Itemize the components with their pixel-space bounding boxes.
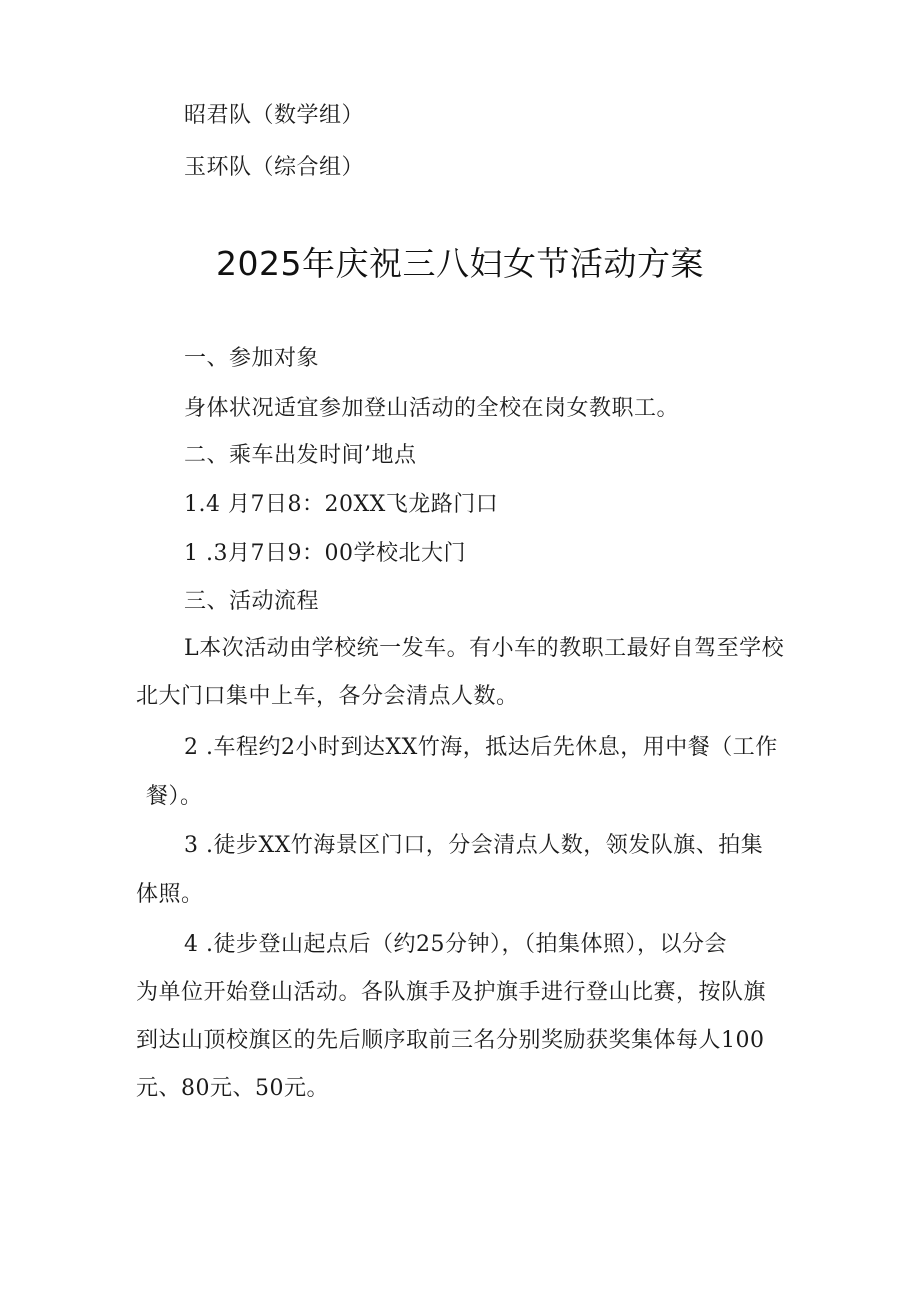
document-title: 2025年庆祝三八妇女节活动方案 [216, 244, 704, 283]
team-zhaojun: 昭君队（数学组） [184, 103, 365, 128]
section-2-item-1: 1.4 月7日8：20XX飞龙路门口 [184, 492, 499, 517]
section-2-item-2: 1 .3月7日9：00学校北大门 [184, 541, 466, 566]
section-1-heading: 一、参加对象 [184, 346, 320, 371]
paragraph-1-line-1: L本次活动由学校统一发车。有小车的教职工最好自驾至学校 [184, 636, 785, 661]
section-2-heading: 二、乘车出发时间’地点 [184, 443, 417, 468]
paragraph-2-line-1: 2 .车程约2小时到达XX竹海，抵达后先休息，用中餐（工作 [184, 735, 778, 760]
paragraph-3-line-2: 体照。 [136, 882, 204, 907]
paragraph-4-line-4: 元、80元、50元。 [136, 1076, 329, 1101]
section-3-heading: 三、活动流程 [184, 589, 320, 614]
paragraph-1-line-2: 北大门口集中上车，各分会清点人数。 [136, 684, 519, 709]
paragraph-3-line-1: 3 .徒步XX竹海景区门口，分会清点人数，领发队旗、拍集 [184, 833, 764, 858]
paragraph-2-line-2: 餐）。 [146, 784, 203, 809]
paragraph-4-line-3: 到达山顶校旗区的先后顺序取前三名分别奖励获奖集体每人100 [136, 1028, 765, 1053]
section-1-body: 身体状况适宜参加登山活动的全校在岗女教职工。 [184, 396, 680, 421]
paragraph-4-line-2: 为单位开始登山活动。各队旗手及护旗手进行登山比赛，按队旗 [136, 980, 767, 1005]
team-yuhuan: 玉环队（综合组） [184, 155, 365, 180]
paragraph-4-line-1: 4 .徒步登山起点后（约25分钟），（拍集体照），以分会 [184, 932, 727, 957]
